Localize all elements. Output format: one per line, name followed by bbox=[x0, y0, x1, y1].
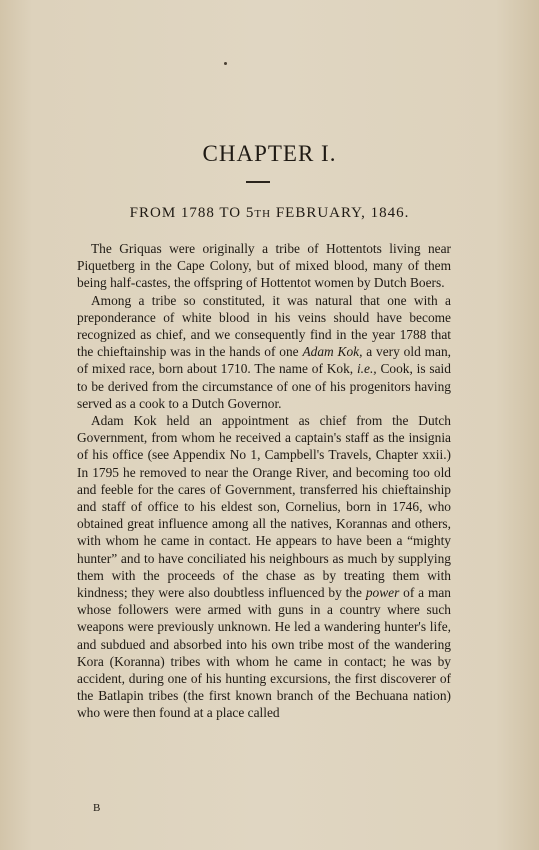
text-run: Cook, is said to be derived from the circumstance of one of his progenitors having served as a cook to a Dutch Governor. bbox=[77, 361, 451, 411]
subtitle-suffix: FEBRUARY, 1846. bbox=[271, 205, 410, 221]
chapter-subtitle bbox=[0, 203, 539, 224]
paragraph bbox=[77, 240, 451, 292]
italic-run: i.e., bbox=[356, 361, 377, 377]
chapter-title: CHAPTER I. bbox=[202, 141, 337, 166]
italic-run: Adam Kok, bbox=[302, 344, 363, 360]
paragraph bbox=[77, 412, 451, 722]
text-run: The Griquas were originally a tribe of Hottentots living near Piquetberg in the Cape Colony, but of mixed blood, many of them being half-castes, the offspring of Hottentot women by Dutch Boers. bbox=[77, 241, 451, 291]
subtitle-ordinal: TH bbox=[254, 208, 272, 220]
paragraph bbox=[77, 292, 451, 412]
italic-run: power bbox=[365, 585, 400, 601]
body-text bbox=[77, 240, 451, 722]
text-run: Adam Kok held an appointment as chief from the Dutch Government, from whom he received a captain's staff as the insignia of his office (see Appendix No 1, Campbell's Travels, Chapter xxii.) In 1795 he removed to near the Orange River, and becoming too old and feeble for the cares of Government, transferred his chieftainship and staff of office to his eldest son, Cornelius, born in 1746, who obtained great influence among all the natives, Korannas and others, with whom he came in contact. He appears to have been a “mighty hunter” and to have conciliated his neighbours as much by supplying them with the proceeds of the chase as by treating them with kindness; they were also doubtless influenced by the bbox=[77, 413, 451, 601]
text-run: Among a tribe so constituted, it was natural that one with a preponderance of white blood in his veins should have become recognized as chief, and we consequently find in the year 1788 that the chieftainship was in the hands of one bbox=[77, 292, 451, 360]
text-run: a very old man, of mixed race, born about 1710. The name of Kok, bbox=[77, 344, 451, 377]
subtitle-prefix: FROM 1788 TO 5 bbox=[129, 205, 255, 221]
signature-mark: B bbox=[93, 802, 101, 814]
text-run: of a man whose followers were armed with guns in a country where such weapons were previously unknown. He led a wandering hunter's life, and subdued and absorbed into his own tribe most of the wandering Kora (Koranna) tribes with whom he came in contact; he was by accident, during one of his hunting excursions, the first discoverer of the Batlapin tribes (the first known branch of the Bechuana nation) who were then found at a place called bbox=[77, 585, 451, 721]
ink-speck bbox=[224, 62, 227, 65]
chapter-divider bbox=[246, 181, 270, 183]
